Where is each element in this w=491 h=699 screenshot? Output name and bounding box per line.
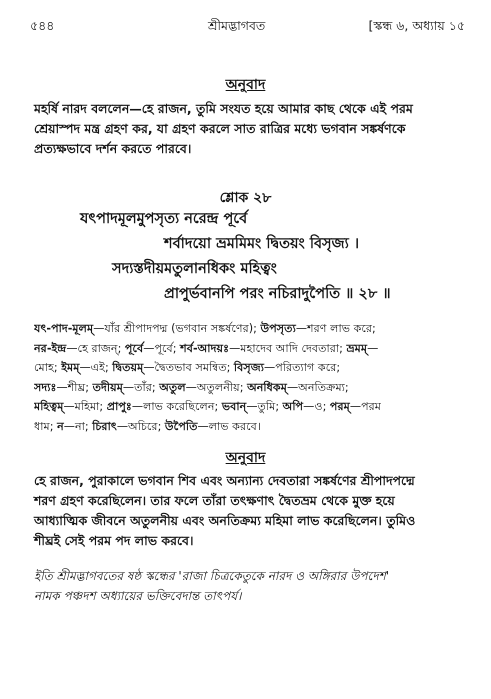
- text-line: ইতি শ্রীমদ্ভাগবতের ষষ্ঠ স্কন্ধের 'রাজা চিত্রকেতুকে নারদ ও অঙ্গিরার উপদেশ': [34, 569, 390, 583]
- sanskrit-word: ভবান্: [221, 400, 247, 414]
- sanskrit-word: ইমম্: [61, 361, 80, 375]
- word-meaning-line: [34, 397, 464, 417]
- text-line: শ্রেয়াস্পদ মন্ত্র গ্রহণ কর, যা গ্রহণ করলে সাত রাত্রির মধ্যে ভগবান সঙ্কর্ষণকে: [34, 121, 406, 136]
- book-title: শ্রীমদ্ভাগবত: [208, 18, 266, 33]
- sanskrit-word: ভ্রমম্: [346, 341, 368, 355]
- sanskrit-word: অতুল: [159, 380, 186, 394]
- sanskrit-word: পূর্বে: [124, 341, 144, 355]
- text-line: মহর্ষি নারদ বললেন—হে রাজন, তুমি সংযত হয়ে আমার কাছ থেকে এই পরম: [34, 101, 413, 116]
- sanskrit-word: যৎ-পাদ-মূলম্: [34, 322, 94, 335]
- text-line: হে রাজন, পুরাকালে ভগবান শিব এবং অন্যান্য দেবতারা সঙ্কর্ষণের শ্রীপাদপদ্মে: [34, 473, 415, 488]
- sanskrit-word: প্রাপুঃ: [106, 400, 132, 414]
- chapter-location: [স্কন্ধ ৬, অধ্যায় ১৫: [368, 18, 465, 33]
- sanskrit-word: সদ্যঃ: [34, 380, 57, 394]
- word-meaning: —লাভ করেছিলেন;: [131, 400, 222, 414]
- translation-paragraph: [34, 99, 462, 159]
- sanskrit-word: ন: [57, 419, 64, 433]
- word-meaning: —পরিত্যাগ করে;: [264, 361, 341, 375]
- sanskrit-word: বিসৃজ্য: [233, 361, 264, 375]
- word-meaning: —শীঘ্র;: [56, 380, 93, 394]
- word-meaning: —পূর্বে;: [143, 341, 181, 355]
- word-meaning: —লাভ করবে।: [197, 419, 261, 433]
- sanskrit-word: উপৈতি: [164, 419, 198, 433]
- page-number: ৫৪৪: [30, 18, 55, 33]
- translation-paragraph: [34, 471, 462, 551]
- sanskrit-word: শর্ব-আদয়ঃ: [180, 341, 230, 355]
- translation-heading: অনুবাদ: [225, 77, 266, 93]
- word-meaning: —: [367, 341, 379, 355]
- sanskrit-word: পরম্: [329, 400, 350, 414]
- text-line: আধ্যাত্মিক জীবনে অতুলনীয় এবং অনতিক্রম্য মহিমা লাভ করেছিলেন। তুমিও: [34, 513, 416, 528]
- sanskrit-word: তদীয়ম্: [92, 380, 123, 394]
- word-meaning: —অনতিক্রম্য;: [286, 380, 349, 394]
- sanskrit-word: অপি: [282, 400, 304, 414]
- word-meaning: —শরণ লাভ করে;: [295, 322, 376, 335]
- word-meaning: মোহ;: [34, 361, 62, 375]
- word-meaning: —দ্বৈতভাব সমন্বিত;: [143, 361, 234, 375]
- word-meaning: —যাঁর শ্রীপাদপদ্ম (ভগবান সঙ্কর্ষণের);: [93, 322, 261, 335]
- word-meaning-line: [34, 417, 464, 437]
- word-meaning: —অতুলনীয়;: [185, 380, 248, 394]
- word-meaning: —তাঁর;: [122, 380, 160, 394]
- word-meaning: ধাম;: [34, 419, 58, 433]
- verse-heading: শ্লোক ২৮: [219, 190, 272, 206]
- verse-line: শর্বাদয়ো ভ্রমমিমং দ্বিতয়ং বিসৃজ্য ।: [164, 236, 360, 252]
- word-meaning-line: [34, 319, 464, 339]
- sanskrit-word: অনধিকম্: [247, 380, 287, 394]
- translation-heading: অনুবাদ: [225, 450, 266, 466]
- word-meaning-line: [34, 358, 464, 378]
- text-line: নামক পঞ্চদশ অধ্যায়ের ভক্তিবেদান্ত তাৎপর্য।: [34, 589, 242, 603]
- word-meanings: [34, 319, 464, 437]
- verse-line: যৎপাদমূলমুপসৃত্য নরেন্দ্র পূর্বে: [80, 211, 248, 227]
- word-meaning: —অচিরে;: [116, 419, 165, 433]
- text-line: শরণ গ্রহণ করেছিলেন। তার ফলে তাঁরা তৎক্ষণাৎ দ্বৈতভ্রম থেকে মুক্ত হয়ে: [34, 493, 395, 508]
- word-meaning: —তুমি;: [246, 400, 283, 414]
- verse-line: সদ্যস্তদীয়মতুলানধিকং মহিত্বং: [112, 261, 277, 277]
- sanskrit-word: দ্বিতয়ম্: [112, 361, 144, 375]
- word-meaning: —এই;: [79, 361, 113, 375]
- page-header: [30, 18, 465, 38]
- verse-line: প্রাপুর্ভবানপি পরং নচিরাদুপৈতি ॥ ২৮ ॥: [164, 286, 391, 302]
- text-line: প্রত্যক্ষভাবে দর্শন করতে পারবে।: [34, 141, 192, 156]
- chapter-colophon: [34, 566, 464, 606]
- word-meaning: —পরম: [349, 400, 382, 414]
- word-meaning-line: [34, 378, 464, 398]
- sanskrit-word: নর-ইন্দ্র: [34, 341, 67, 355]
- word-meaning: —না;: [63, 419, 93, 433]
- text-line: শীঘ্রই সেই পরম পদ লাভ করবে।: [34, 533, 194, 548]
- sanskrit-word: চিরাৎ: [92, 419, 117, 433]
- word-meaning: —মহাদেব আদি দেবতারা;: [229, 341, 347, 355]
- word-meaning-line: [34, 339, 464, 359]
- sanskrit-word: উপসৃত্য: [260, 322, 296, 335]
- word-meaning: —ও;: [303, 400, 330, 414]
- sanskrit-word: মহিত্বম্: [34, 400, 64, 414]
- word-meaning: —হে রাজন্;: [66, 341, 125, 355]
- word-meaning: —মহিমা;: [63, 400, 107, 414]
